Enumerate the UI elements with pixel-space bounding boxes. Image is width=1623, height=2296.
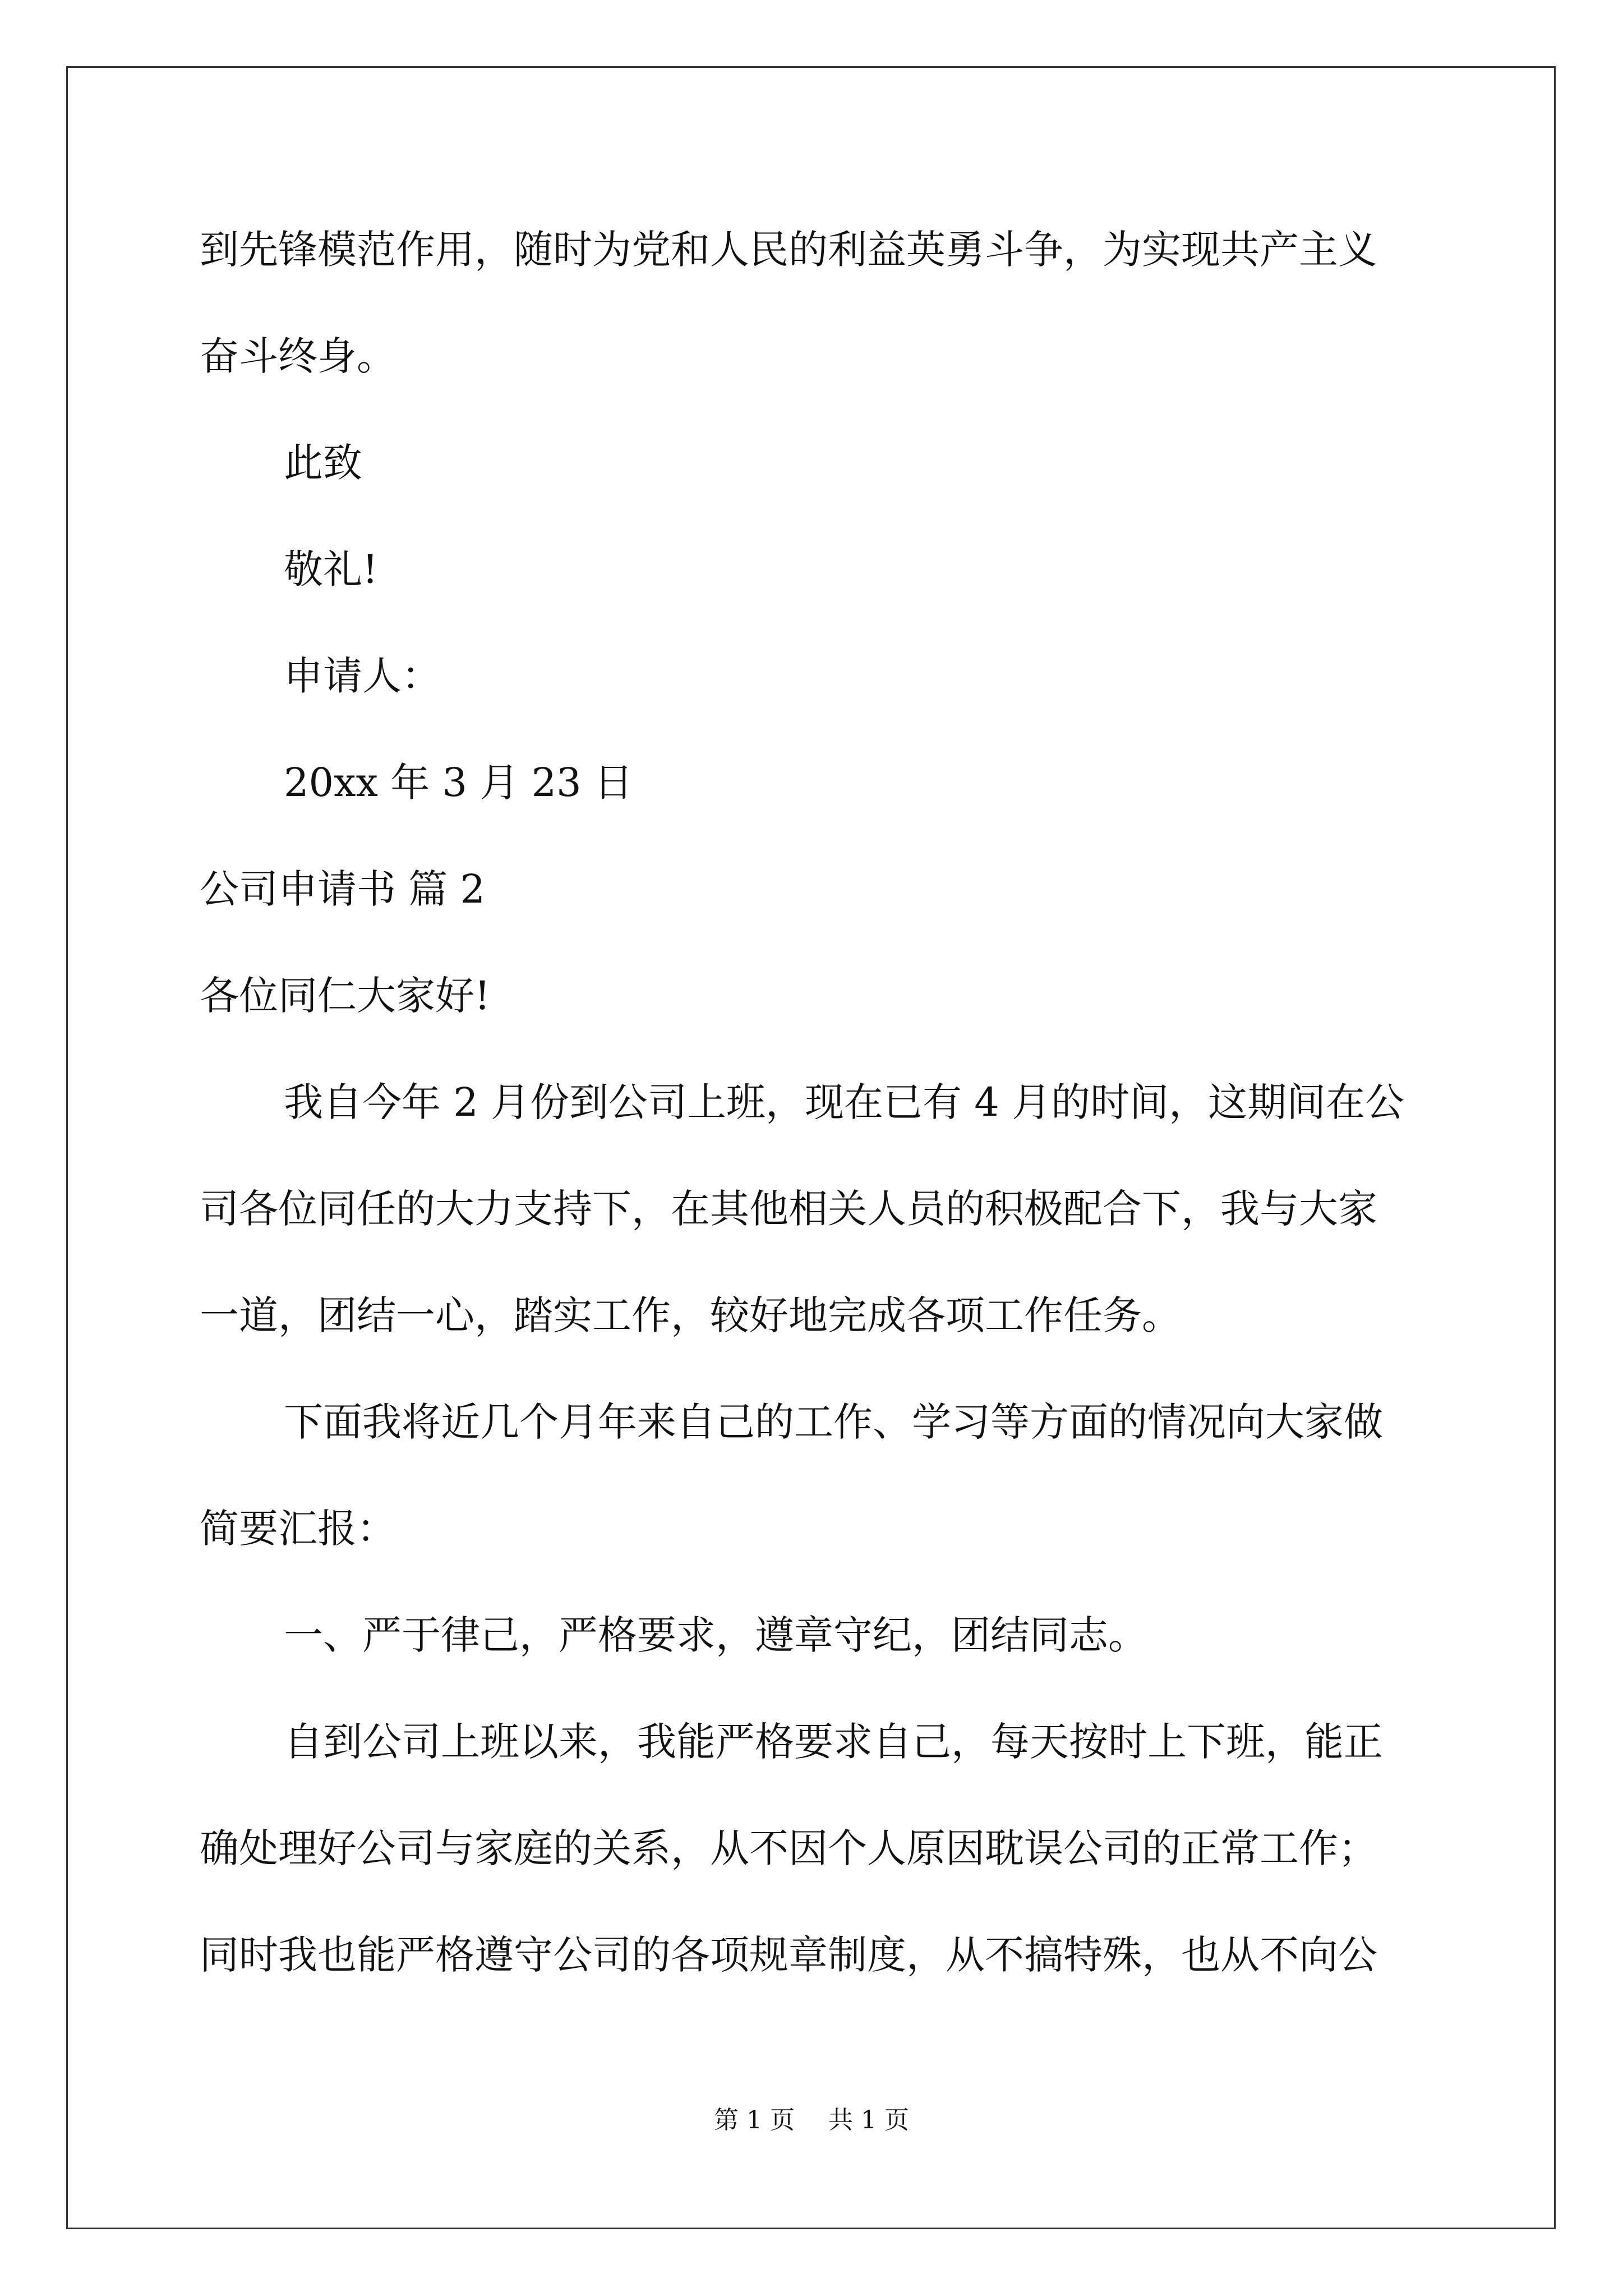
page-number-current: 第 1 页 (714, 2106, 795, 2134)
closing-salutation: 此致 (284, 440, 362, 486)
body-line: 我自今年 2 月份到公司上班，现在已有 4 月的时间，这期间在公 (284, 1079, 1405, 1125)
applicant-label: 申请人： (284, 653, 441, 699)
closing-regards: 敬礼! (284, 546, 379, 592)
body-line: 奋斗终身。 (200, 333, 396, 379)
body-line: 下面我将近几个月年来自己的工作、学习等方面的情况向大家做 (284, 1399, 1383, 1445)
body-line: 到先锋模范作用，随时为党和人民的利益英勇斗争，为实现共产主义 (200, 227, 1377, 273)
body-line: 同时我也能严格遵守公司的各项规章制度，从不搞特殊，也从不向公 (200, 1932, 1377, 1978)
page-border (66, 66, 1556, 2229)
page-footer (0, 2104, 1623, 2137)
body-line: 自到公司上班以来，我能严格要求自己，每天按时上下班，能正 (284, 1719, 1383, 1765)
section-heading: 公司申请书 篇 2 (200, 866, 486, 912)
body-line: 司各位同任的大力支持下，在其他相关人员的积极配合下，我与大家 (200, 1186, 1377, 1232)
subsection-heading: 一、严于律己，严格要求，遵章守纪，团结同志。 (284, 1612, 1147, 1658)
body-line: 简要汇报： (200, 1506, 396, 1552)
body-line: 一道，团结一心，踏实工作，较好地完成各项工作任务。 (200, 1292, 1181, 1338)
body-line: 确处理好公司与家庭的关系，从不因个人原因耽误公司的正常工作； (200, 1825, 1377, 1871)
page-number-total: 共 1 页 (828, 2106, 909, 2134)
greeting: 各位同仁大家好! (200, 973, 491, 1019)
date-line: 20xx 年 3 月 23 日 (284, 760, 633, 806)
